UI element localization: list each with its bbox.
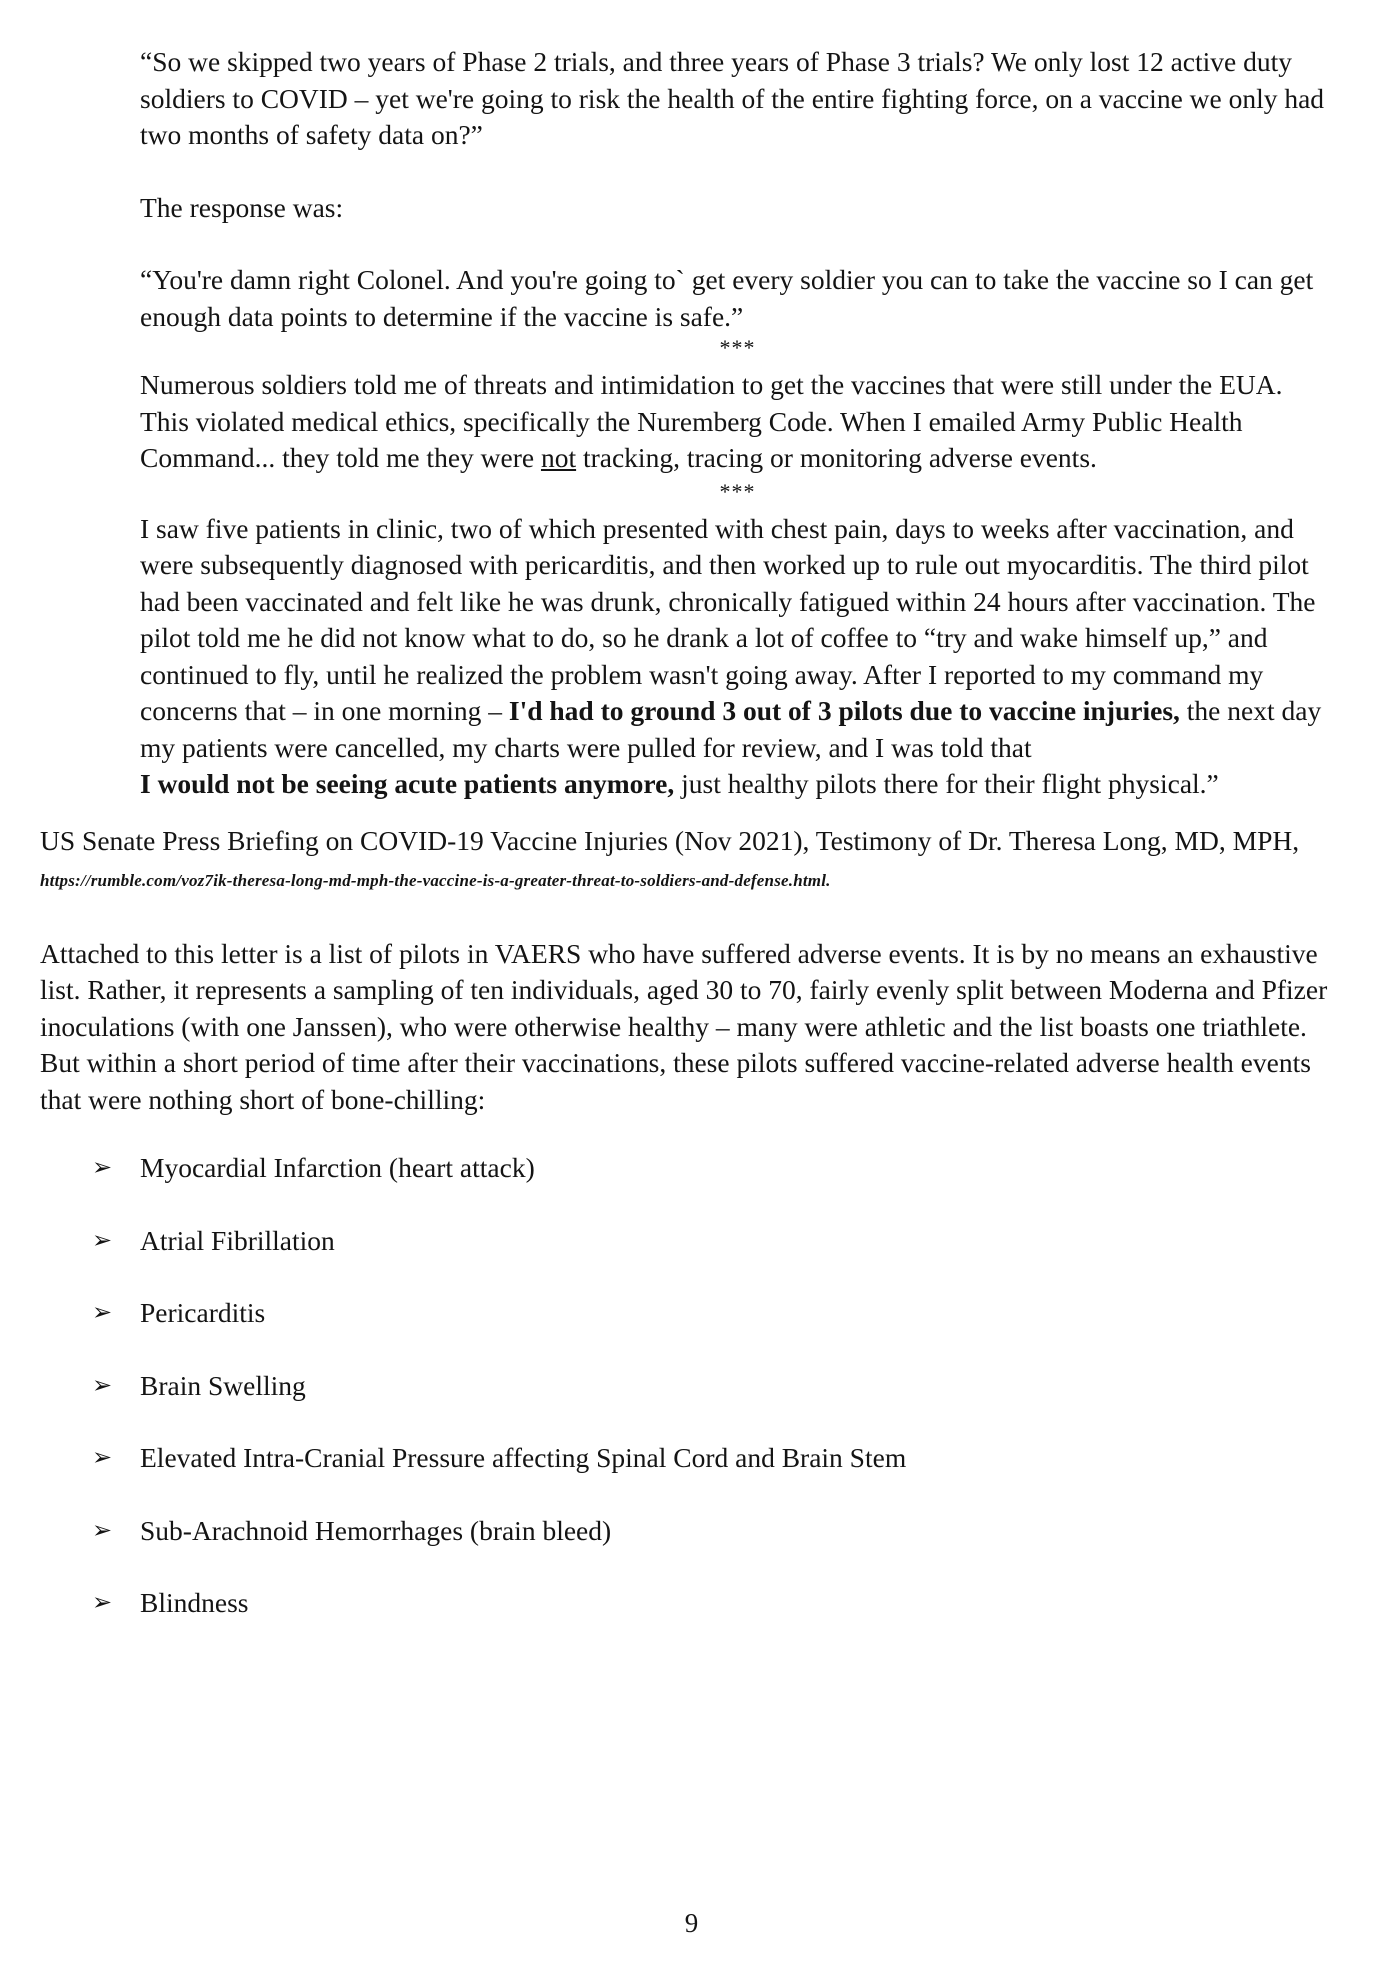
conditions-list <box>92 1150 1383 1621</box>
quote-paragraph-threats <box>140 367 1335 477</box>
arrowhead-bullet-icon: ➢ <box>92 1372 113 1399</box>
list-item <box>92 1295 1383 1331</box>
bold-grounded-pilots: I'd had to ground 3 out of 3 pilots due to vaccine injuries, <box>508 695 1180 726</box>
underlined-not: not <box>540 442 577 473</box>
citation <box>40 823 1335 900</box>
arrowhead-bullet-icon: ➢ <box>92 1445 113 1471</box>
bold-no-acute-patients: I would not be seeing acute patients anymore, <box>140 768 675 799</box>
clinic-text-part3: just healthy pilots there for their flight physical.” <box>674 768 1219 799</box>
list-item <box>92 1150 1383 1186</box>
list-item <box>92 1585 1383 1621</box>
condition-label: Brain Swelling <box>140 1369 306 1401</box>
body-paragraph: Attached to this letter is a list of pilots in VAERS who have suffered adverse events. It is by no means an exhaustive list. Rather, it represents a sampling of ten individuals, aged 30 to 70, fairly evenly split between Moderna and Pfizer inoculations (with one Janssen), who were otherwise healthy – many were athletic and the list boasts one triathlete. But within a short period of time after their vaccinations, these pilots suffered vaccine-related adverse health events that were nothing short of bone-chilling: <box>40 937 1328 1115</box>
condition-label: Pericarditis <box>140 1297 266 1328</box>
condition-label: Blindness <box>140 1587 249 1618</box>
threats-text-after: tracking, tracing or monitoring adverse events. <box>576 442 1097 473</box>
quote-paragraph-response-intro: The response was: <box>140 191 344 223</box>
condition-label: Elevated Intra-Cranial Pressure affecting Spinal Cord and Brain Stem <box>140 1442 907 1473</box>
quote-paragraph-response: “You're damn right Colonel. And you're going to` get every soldier you can to take the vaccine so I can get enough data points to determine if the vaccine is safe.” <box>140 264 1314 332</box>
condition-label: Atrial Fibrillation <box>140 1224 335 1256</box>
arrowhead-bullet-icon: ➢ <box>92 1517 113 1544</box>
quote-paragraph-clinic <box>140 511 1335 803</box>
threats-text-before: Numerous soldiers told me of threats and intimidation to get the vaccines that were still under the EUA. This violated medical ethics, specifically the Nuremberg Code. When I emailed Army Public Health Command... they told me they were <box>140 369 1283 473</box>
citation-url[interactable]: https://rumble.com/voz7ik-theresa-long-md-mph-the-vaccine-is-a-greater-threat-to-soldiers-and-defense.html. <box>40 871 831 890</box>
arrowhead-bullet-icon: ➢ <box>92 1227 113 1254</box>
clinic-text-part1: I saw five patients in clinic, two of which presented with chest pain, days to weeks after vaccination, and were subsequently diagnosed with pericarditis, and then worked up to rule out myocarditis. The third pilot had been vaccinated and felt like he was drunk, chronically fatigued within 24 hours after vaccination. The pilot told me he did not know what to do, so he drank a lot of coffee to “try and wake himself up,” and continued to fly, until he realized the problem wasn't going away. After I reported to my command my concerns that – in one morning – <box>140 512 1316 726</box>
page-number: 9 <box>684 1908 699 1938</box>
list-item <box>92 1223 1383 1259</box>
list-item <box>92 1368 1383 1404</box>
citation-text: US Senate Press Briefing on COVID-19 Vaccine Injuries (Nov 2021), Testimony of Dr. Theresa Long, MD, MPH, <box>40 824 1300 856</box>
list-item <box>92 1513 1383 1549</box>
clinic-text-part2: the next day my patients were cancelled, my charts were pulled for review, and I was told that <box>140 695 1322 763</box>
condition-label: Myocardial Infarction (heart attack) <box>140 1152 535 1183</box>
list-item <box>92 1440 1383 1476</box>
arrowhead-bullet-icon: ➢ <box>92 1155 113 1181</box>
section-separator: *** <box>719 335 756 360</box>
arrowhead-bullet-icon: ➢ <box>92 1300 113 1326</box>
quote-paragraph-question: “So we skipped two years of Phase 2 trials, and three years of Phase 3 trials? We only lost 12 active duty soldiers to COVID – yet we're going to risk the health of the entire fighting force, on a vaccine we only had two months of safety data on?” <box>140 46 1325 150</box>
arrowhead-bullet-icon: ➢ <box>92 1590 113 1616</box>
section-separator: *** <box>719 478 756 504</box>
condition-label: Sub-Arachnoid Hemorrhages (brain bleed) <box>140 1514 612 1546</box>
